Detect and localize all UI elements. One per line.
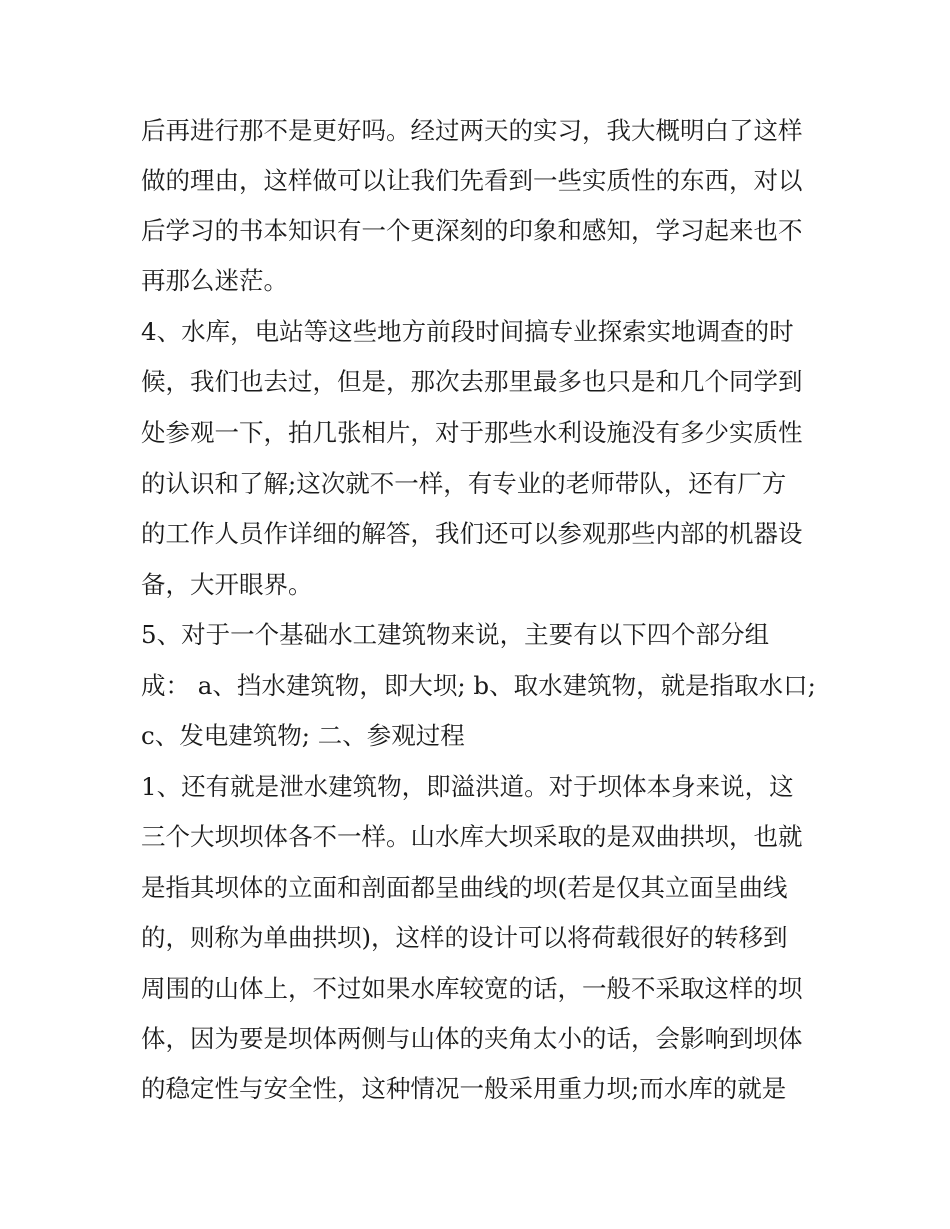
text-line: 三个大坝坝体各不一样。山水库大坝采取的是双曲拱坝，也就 (141, 822, 803, 851)
text-line: 备，大开眼界。 (141, 570, 313, 599)
text-line: 周围的山体上，不过如果水库较宽的话，一般不采取这样的坝 (141, 974, 803, 1003)
text-line: 的工作人员作详细的解答，我们还可以参观那些内部的机器设 (141, 519, 803, 548)
text-line: 1、还有就是泄水建筑物，即溢洪道。对于坝体本身来说，这 (141, 772, 794, 801)
text-line: 处参观一下，拍几张相片，对于那些水利设施没有多少实质性 (141, 418, 803, 447)
text-line: 4、水库，电站等这些地方前段时间搞专业探索实地调查的时 (141, 317, 794, 346)
text-line: 成： a、挡水建筑物，即大坝; b、取水建筑物，就是指取水口; (141, 671, 816, 700)
text-line: 做的理由，这样做可以让我们先看到一些实质性的东西，对以 (141, 166, 803, 195)
text-line: 的，则称为单曲拱坝)，这样的设计可以将荷载很好的转移到 (141, 923, 788, 952)
text-line: 的稳定性与安全性，这种情况一般采用重力坝;而水库的就是 (141, 1074, 787, 1103)
text-line: 再那么迷茫。 (141, 266, 288, 295)
text-line: 后再进行那不是更好吗。经过两天的实习，我大概明白了这样 (141, 116, 803, 145)
text-line: 是指其坝体的立面和剖面都呈曲线的坝(若是仅其立面呈曲线 (141, 873, 788, 902)
text-line: 5、对于一个基础水工建筑物来说，主要有以下四个部分组 (141, 620, 770, 649)
text-line: 候，我们也去过，但是，那次去那里最多也只是和几个同学到 (141, 367, 803, 396)
text-line: 后学习的书本知识有一个更深刻的印象和感知，学习起来也不 (141, 216, 803, 245)
text-line: 体，因为要是坝体两侧与山体的夹角太小的话，会影响到坝体 (141, 1024, 803, 1053)
text-line: c、发电建筑物; 二、参观过程 (141, 721, 465, 750)
text-line: 的认识和了解;这次就不一样，有专业的老师带队，还有厂方 (141, 469, 787, 498)
